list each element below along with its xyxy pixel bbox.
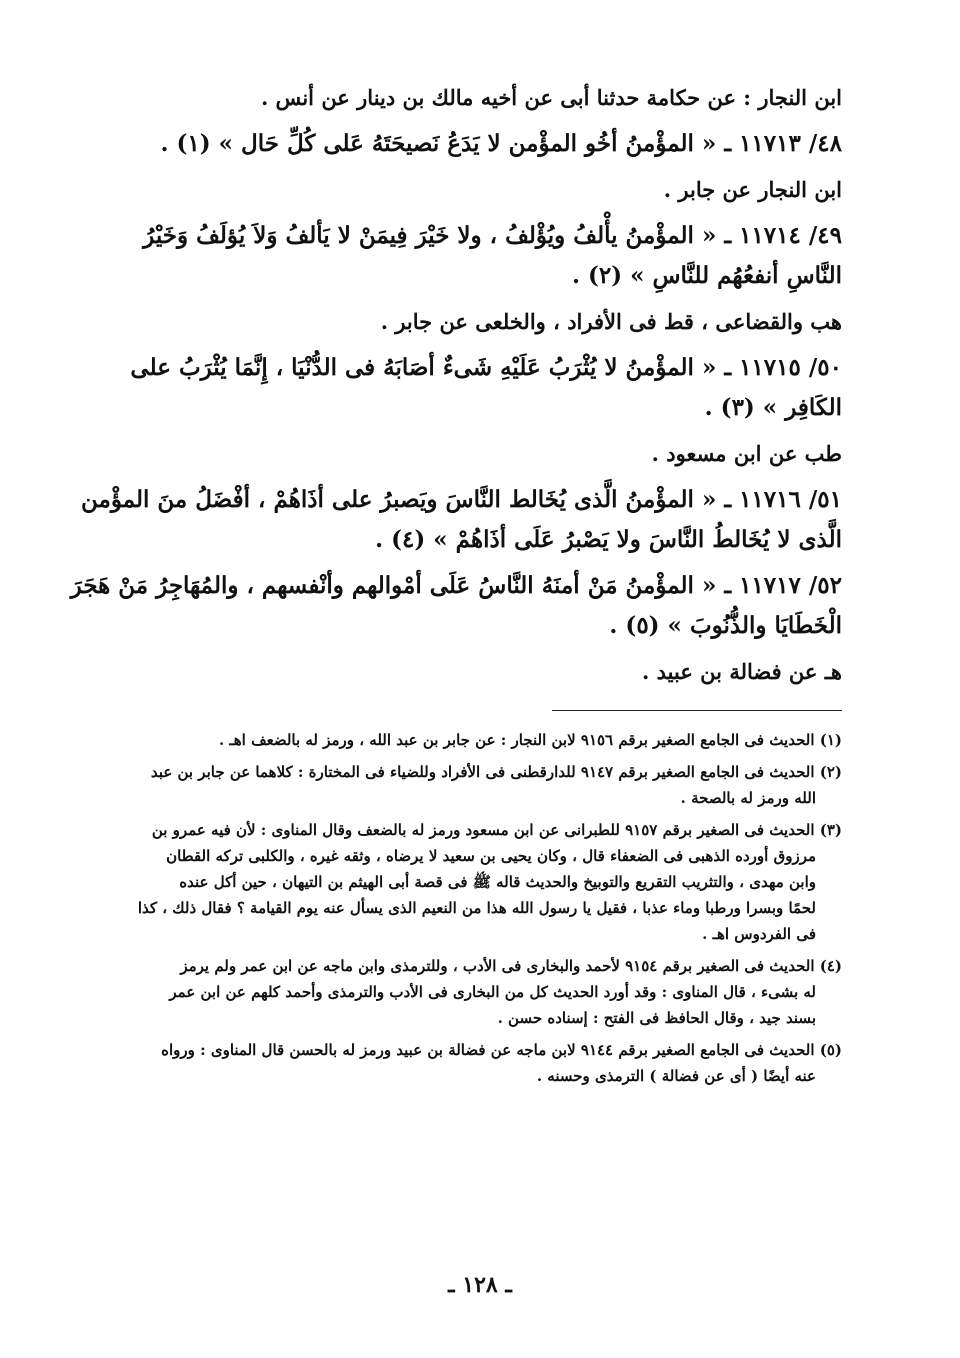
footnote-line: (١) الحديث فى الجامع الصغير برقم ٩١٥٦ لابن النجار : عن جابر بن عبد الله ، ورمز له بالضعف اهـ . (218, 731, 842, 749)
text-line: ٥٢/ ١١٧١٧ ـ « المؤْمنُ مَنْ أمنَهُ النَّاسُ عَلَى أمْوالهم وأنْفسهم ، والمُهَاجِرُ مَنْ هَجَرَ (70, 572, 842, 599)
footnote-line: فى الفردوس اهـ . (702, 925, 816, 943)
footnote (78, 759, 842, 811)
hadith-source (78, 170, 842, 210)
text-line: الْخَطَايَا والذُّنُوبَ » (٥) . (609, 612, 842, 639)
hadith-source (78, 78, 842, 118)
hadith-entry (78, 216, 842, 296)
footnote (78, 817, 842, 947)
footnote-line: (٥) الحديث فى الجامع الصغير برقم ٩١٤٤ لابن ماجه عن فضالة بن عبيد ورمز له بالحسن قال المناوى : ورواه (161, 1041, 842, 1059)
footnote-line: مرزوق أورده الذهبى فى الضعفاء قال ، وكان يحيى بن سعيد لا يرضاه ، وثقه غيره ، والكلبى تركه القطان (166, 847, 816, 865)
footnote-line: لحمًا وبسرا ورطبا وماء عذبا ، فقيل يا رسول الله هذا من النعيم الذى يسأل عنه يوم القيامة ؟ فقال ذلك ، كذا (137, 899, 816, 917)
hadith-source (78, 434, 842, 474)
text-line: ٤٩/ ١١٧١٤ ـ « المؤْمنُ يأْلفُ ويُؤْلفُ ، ولا خَيْرَ فِيمَنْ لا يَألفُ وَلاَ يُؤلَفُ وَخَيْرُ (143, 222, 842, 249)
hadith-entry (78, 124, 842, 164)
page (70, 78, 842, 1358)
text-line: الَّذى لا يُخَالطُ النَّاسَ ولا يَصْبرُ عَلَى أذَاهُمْ » (٤) . (375, 526, 842, 553)
footnote-line: بسند جيد ، وقال الحافظ فى الفتح : إسناده حسن . (497, 1009, 816, 1027)
footnote-line: له بشىء ، قال المناوى : وقد أورد الحديث كل من البخارى فى الأدب والترمذى وأحمد كلهم عن ابن عمر (169, 983, 816, 1001)
text-line: ٤٨/ ١١٧١٣ ـ « المؤْمنُ أخُو المؤْمن لا يَدَعُ نَصيحَتَهُ عَلى كُلِّ حَال » (١) . (160, 130, 842, 157)
footnotes (78, 727, 842, 1089)
text-line: هـ عن فضالة بن عبيد . (642, 659, 842, 684)
text-line: ابن النجار : عن حكامة حدثنا أبى عن أخيه مالك بن دينار عن أنس . (260, 85, 842, 110)
footnote-line: (٣) الحديث فى الصغير برقم ٩١٥٧ للطبرانى عن ابن مسعود ورمز له بالضعف وقال المناوى : لأن فيه عمرو بن (151, 821, 842, 839)
hadith-entry (78, 348, 842, 428)
text-line: طب عن ابن مسعود . (651, 441, 842, 466)
footnote (78, 727, 842, 753)
page-number: ـ ١٢٨ ـ (448, 1272, 512, 1298)
text-line: هب والقضاعى ، قط فى الأفراد ، والخلعى عن جابر . (380, 309, 842, 334)
text-line: الكَافِر » (٣) . (704, 394, 842, 421)
hadith-entry (78, 480, 842, 560)
hadith-source (78, 652, 842, 692)
footnote (78, 1037, 842, 1089)
footnote (78, 953, 842, 1031)
footnote-line: (٤) الحديث فى الصغير برقم ٩١٥٤ لأحمد والبخارى فى الأدب ، وللترمذى وابن ماجه عن ابن عمر ولم يرمز (180, 957, 842, 975)
hadith-source (78, 302, 842, 342)
main-text (70, 78, 842, 692)
footnote-divider (552, 710, 842, 711)
text-line: ابن النجار عن جابر . (663, 177, 842, 202)
text-line: ٥١/ ١١٧١٦ ـ « المؤْمنُ الَّذى يُخَالط النَّاسَ ويَصبرُ على أذَاهُمْ ، أفْضَلُ منَ المؤْمن (81, 486, 842, 513)
text-line: ٥٠/ ١١٧١٥ ـ « المؤْمنُ لا يُثْرَبُ عَلَيْهِ شَىءٌ أصَابَهُ فى الدُّنْيَا ، إِنَّمَا يُثْرَبُ على (130, 354, 842, 381)
footnote-line: عنه أيضًا ( أى عن فضالة ) الترمذى وحسنه . (536, 1067, 816, 1085)
hadith-entry (70, 566, 842, 646)
footnote-line: وابن مهدى ، والتثريب التقريع والتوبيخ والحديث قاله ﷺ فى قصة أبى الهيثم بن التيهان ، حين أكل عنده (179, 873, 816, 891)
text-line: النَّاسِ أنفعُهُم للنَّاسِ » (٢) . (571, 262, 842, 289)
footnote-line: (٢) الحديث فى الجامع الصغير برقم ٩١٤٧ للدارقطنى فى الأفراد وللضياء فى المختارة : كلاهما عن جابر بن عبد (150, 763, 842, 781)
footnote-line: الله ورمز له بالصحة . (680, 789, 816, 807)
